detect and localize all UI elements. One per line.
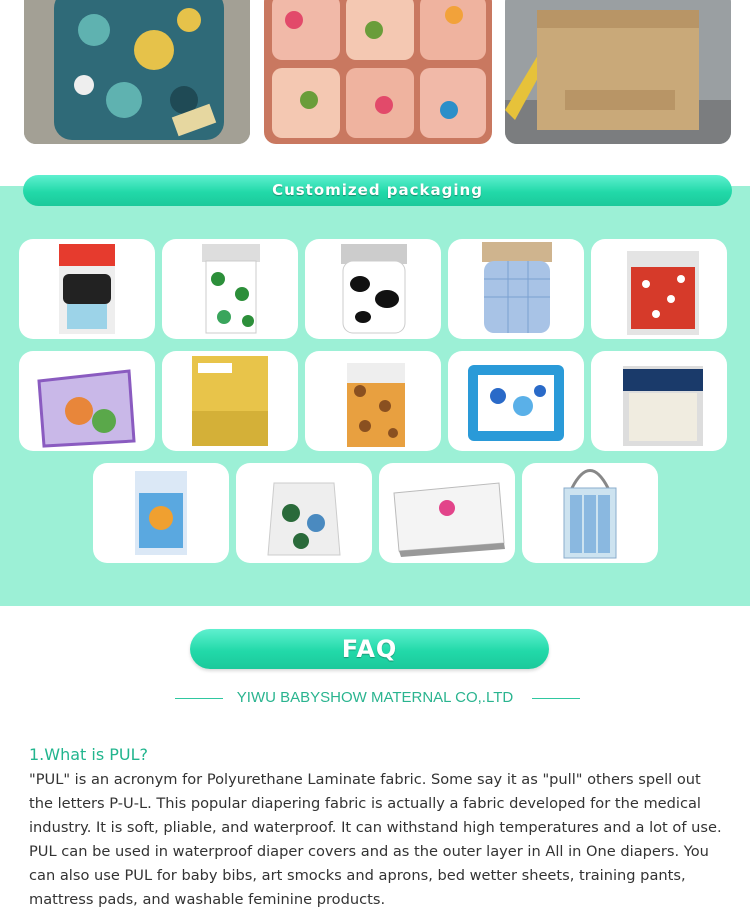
faq-answer: [29, 768, 729, 912]
package-card: [162, 351, 298, 451]
faq-answer-paragraph-1: "PUL" is an acronym for Polyurethane Laminate fabric. Some say it as "pull" others spell out the letters P-U-L. This popular diapering fabric is actually a fabric developed for the medical industry. It is soft, pliable, and waterproof. It can withstand high temperatures and a lot of use.: [29, 771, 722, 836]
divider-line-left: [175, 698, 223, 699]
packaging-section: [0, 181, 750, 606]
package-card: [448, 239, 584, 339]
package-card: [522, 463, 658, 563]
package-card: [448, 351, 584, 451]
faq-question: 1.What is PUL?: [29, 745, 149, 764]
package-card: [591, 239, 727, 339]
package-card: [19, 239, 155, 339]
package-card: [19, 351, 155, 451]
company-name: YIWU BABYSHOW MATERNAL CO,.LTD: [236, 689, 514, 706]
package-card: [236, 463, 372, 563]
divider-line-right: [532, 698, 580, 699]
faq-answer-paragraph-2: PUL can be used in waterproof diaper covers and as the outer layer in All in One diapers. You can also use PUL for baby bibs, art smocks and aprons, bed wetter sheets, training pants, mattress pads, and washable feminine products.: [29, 843, 709, 908]
faq-title: FAQ: [190, 629, 549, 669]
printed-diapers-photo: [264, 0, 492, 144]
package-card: [162, 239, 298, 339]
package-card: [93, 463, 229, 563]
diaper-bag-photo: [24, 0, 250, 144]
packaging-title: Customized packaging: [23, 175, 732, 206]
shipping-box-photo: [505, 0, 731, 144]
package-card: [305, 351, 441, 451]
package-card: [379, 463, 515, 563]
package-card: [305, 239, 441, 339]
package-card: [591, 351, 727, 451]
